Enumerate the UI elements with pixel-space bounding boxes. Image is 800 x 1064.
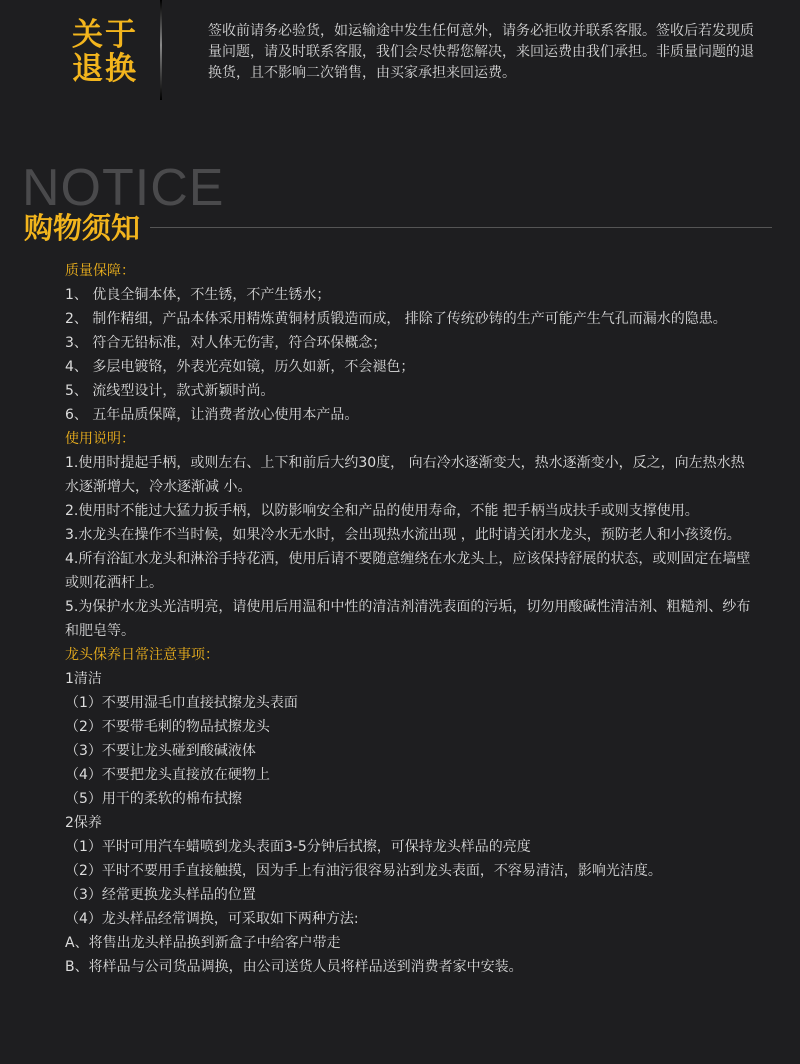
clean-item: （5）用干的柔软的棉布拭擦 bbox=[65, 791, 242, 807]
usage-item: 5.为保护水龙头光洁明亮，请使用后用温和中性的清洁剂清洗表面的污垢，切勿用酸碱性清洁剂、粗糙剂、纱布和肥皂等。 bbox=[65, 599, 751, 639]
quality-item: 3、 符合无铅标准，对人体无伤害，符合环保概念； bbox=[65, 335, 387, 351]
usage-item: 1.使用时提起手柄，或则左右、上下和前后大约30度， 向右冷水逐渐变大，热水逐渐变小，反之，向左热水热水逐渐增大，冷水逐渐减 小。 bbox=[65, 455, 745, 495]
clean-item: （2）不要带毛刺的物品拭擦龙头 bbox=[65, 719, 270, 735]
maintain-item: （4）龙头样品经常调换，可采取如下两种方法: bbox=[65, 911, 359, 927]
returns-text: 签收前请务必验货，如运输途中发生任何意外，请务必拒收并联系客服。签收后若发现质量问题，请及时联系客服，我们会尽快帮您解决，来回运费由我们承担。非质量问题的退换货，且不影响二次销售，由买家承担来回运费。 bbox=[208, 23, 754, 81]
quality-item: 2、 制作精细，产品本体采用精炼黄铜材质锻造而成， 排除了传统砂铸的生产可能产生气孔而漏水的隐患。 bbox=[65, 311, 727, 327]
clean-title: 1清洁 bbox=[65, 671, 102, 687]
quality-item: 6、 五年品质保障，让消费者放心使用本产品。 bbox=[65, 407, 359, 423]
quality-item: 4、 多层电镀铬，外表光亮如镜，历久如新，不会褪色； bbox=[65, 359, 415, 375]
clean-item: （3）不要让龙头碰到酸碱液体 bbox=[65, 743, 256, 759]
maintain-title: 2保养 bbox=[65, 815, 102, 831]
maintain-item: （3）经常更换龙头样品的位置 bbox=[65, 887, 256, 903]
clean-item: （1）不要用湿毛巾直接拭擦龙头表面 bbox=[65, 695, 298, 711]
usage-item: 3.水龙头在操作不当时候，如果冷水无水时，会出现热水流出现 ，此时请关闭水龙头，预防老人和小孩烫伤。 bbox=[65, 527, 741, 543]
quality-item: 1、 优良全铜本体，不生锈，不产生锈水； bbox=[65, 287, 331, 303]
returns-title-line2: 退换 bbox=[72, 51, 138, 87]
returns-divider bbox=[160, 0, 162, 100]
notice-divider-line bbox=[150, 227, 772, 228]
maintain-item: B、将样品与公司货品调换，由公司送货人员将样品送到消费者家中安装。 bbox=[65, 959, 523, 975]
usage-heading: 使用说明： bbox=[65, 431, 135, 447]
maintain-item: （2）平时不要用手直接触摸，因为手上有油污很容易沾到龙头表面，不容易清洁，影响光洁度。 bbox=[65, 863, 662, 879]
quality-item: 5、 流线型设计，款式新颖时尚。 bbox=[65, 383, 275, 399]
returns-title-line1: 关于 bbox=[72, 17, 138, 53]
notice-content bbox=[65, 259, 755, 979]
notice-watermark-word: NOTICE bbox=[22, 159, 225, 217]
maintain-item: （1）平时可用汽车蜡喷到龙头表面3-5分钟后拭擦，可保持龙头样品的亮度 bbox=[65, 839, 531, 855]
usage-item: 2.使用时不能过大猛力扳手柄，以防影响安全和产品的使用寿命，不能 把手柄当成扶手或则支撑使用。 bbox=[65, 503, 699, 519]
returns-title bbox=[72, 18, 138, 86]
clean-item: （4）不要把龙头直接放在硬物上 bbox=[65, 767, 270, 783]
quality-heading: 质量保障： bbox=[65, 263, 135, 279]
usage-item: 4.所有浴缸水龙头和淋浴手持花洒，使用后请不要随意缠绕在水龙头上，应该保持舒展的状态，或则固定在墙壁或则花洒杆上。 bbox=[65, 551, 751, 591]
notice-title: 购物须知 bbox=[24, 211, 141, 245]
care-heading: 龙头保养日常注意事项： bbox=[65, 647, 219, 663]
maintain-item: A、将售出龙头样品换到新盒子中给客户带走 bbox=[65, 935, 341, 951]
